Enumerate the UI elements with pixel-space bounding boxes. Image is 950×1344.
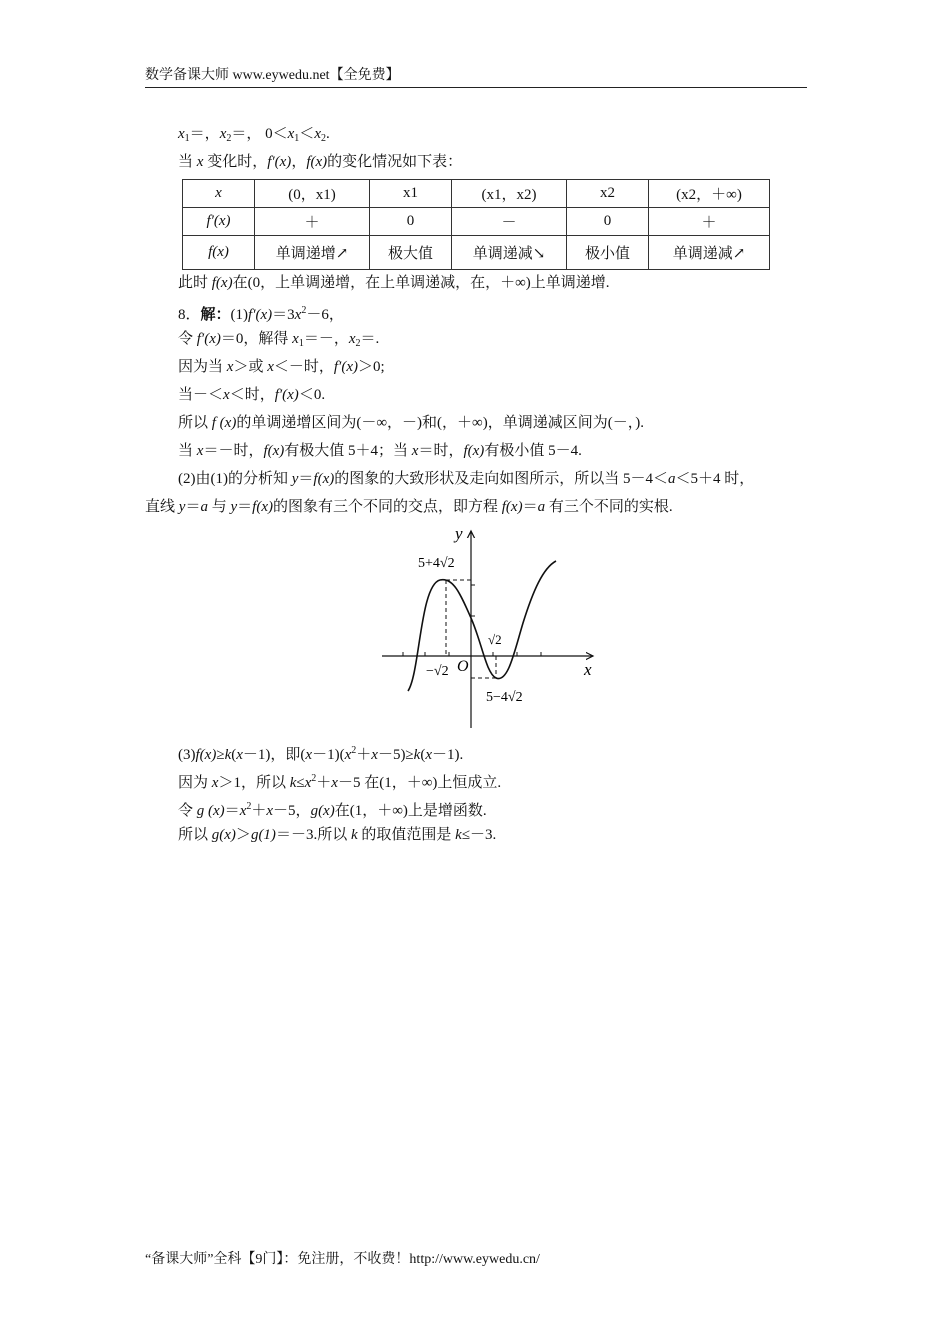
table-cell: x2 bbox=[567, 180, 649, 208]
page-footer: “备课大师”全科【9门】：免注册，不收费！http://www.eywedu.cn/ bbox=[145, 1252, 540, 1267]
text-line-part3: (3)f(x)≥k(x－1)，即$(x-1)(x^2+x-5)\ge k(x-1)$. bbox=[178, 745, 464, 763]
pos-root-label: √2 bbox=[488, 632, 502, 647]
table-cell: ＋ bbox=[649, 208, 770, 236]
function-graph bbox=[378, 523, 608, 733]
table-cell: 0 bbox=[370, 208, 452, 236]
text-line-solve: 令 f′(x)＝0，解得 $x_1=-$，$x_2=$. bbox=[178, 331, 380, 349]
table-row bbox=[183, 236, 770, 270]
table-cell: 单调递增↗ bbox=[255, 236, 370, 270]
table-cell: 单调递减↘ bbox=[452, 236, 567, 270]
table-cell: 极小值 bbox=[567, 236, 649, 270]
y-axis-label: y bbox=[455, 524, 463, 543]
text-line-table-intro: 当 x 变化时，f′(x)，f(x)的变化情况如下表： bbox=[178, 154, 463, 170]
text-line-intervals: 所以 f (x)的单调递增区间为(－∞，－)和(，＋∞)，单调递减区间为(－，). bbox=[178, 415, 644, 431]
neg-root-label: −√2 bbox=[426, 664, 449, 679]
table-cell: (x1，x2) bbox=[452, 180, 567, 208]
text-line-inequality: 因为 x＞1，所以 $k\le x^2+x-5$ 在(1，＋∞)上恒成立. bbox=[178, 773, 502, 791]
table-row bbox=[183, 208, 770, 236]
table-cell: 0 bbox=[567, 208, 649, 236]
text-line-conclusion: 所以 g(x)＞g(1)＝－3.所以 k 的取值范围是 k≤－3. bbox=[178, 827, 497, 843]
text-line-problem-8: 8．解：$(1)f'(x)=3x^2-6$， bbox=[178, 305, 344, 323]
table-cell: ＋ bbox=[255, 208, 370, 236]
table-cell: f(x) bbox=[183, 236, 255, 270]
table-cell: － bbox=[452, 208, 567, 236]
text-line-increasing: 因为当 x＞或 x＜－时，f′(x)＞0; bbox=[178, 359, 385, 375]
table-cell: x bbox=[183, 180, 255, 208]
x-axis-label: x bbox=[584, 660, 592, 679]
table-cell: (x2，＋∞) bbox=[649, 180, 770, 208]
text-line-part2-b: 直线 y＝a 与 y＝f(x)的图象有三个不同的交点，即方程 f(x)＝a 有三个不同的实根. bbox=[145, 499, 673, 515]
text-line-part2-a: (2)由(1)的分析知 y＝f(x)的图象的大致形状及走向如图所示，所以当 5－4＜a＜5＋4 时， bbox=[178, 471, 755, 487]
variation-table bbox=[182, 179, 770, 270]
table-cell: x1 bbox=[370, 180, 452, 208]
table-cell: (0，x1) bbox=[255, 180, 370, 208]
text-line-define-g: 令 g $(x)=x^2+x-5$，g(x)在(1，＋∞)上是增函数. bbox=[178, 801, 487, 819]
table-cell: 极大值 bbox=[370, 236, 452, 270]
text-line-decreasing: 当－＜x＜时，f′(x)＜0. bbox=[178, 387, 326, 403]
page-header: 数学备课大师 www.eywedu.net【全免费】 bbox=[145, 64, 807, 88]
text-line-extrema: 当 x＝－时，f(x)有极大值 5＋4；当 x＝时，f(x)有极小值 5－4. bbox=[178, 443, 582, 459]
min-value-label: 5−4√2 bbox=[486, 690, 523, 705]
origin-label: O bbox=[457, 658, 469, 675]
text-line-roots: $x_1=$，$x_2=$， $0<x_1<x_2$. bbox=[178, 126, 330, 144]
table-cell: f′(x) bbox=[183, 208, 255, 236]
table-row bbox=[183, 180, 770, 208]
max-value-label: 5+4√2 bbox=[418, 556, 455, 571]
text-line-monotonic-summary: 此时 f(x)在(0，上单调递增，在上单调递减，在，＋∞)上单调递增. bbox=[178, 275, 610, 291]
table-cell: 单调递减↗ bbox=[649, 236, 770, 270]
